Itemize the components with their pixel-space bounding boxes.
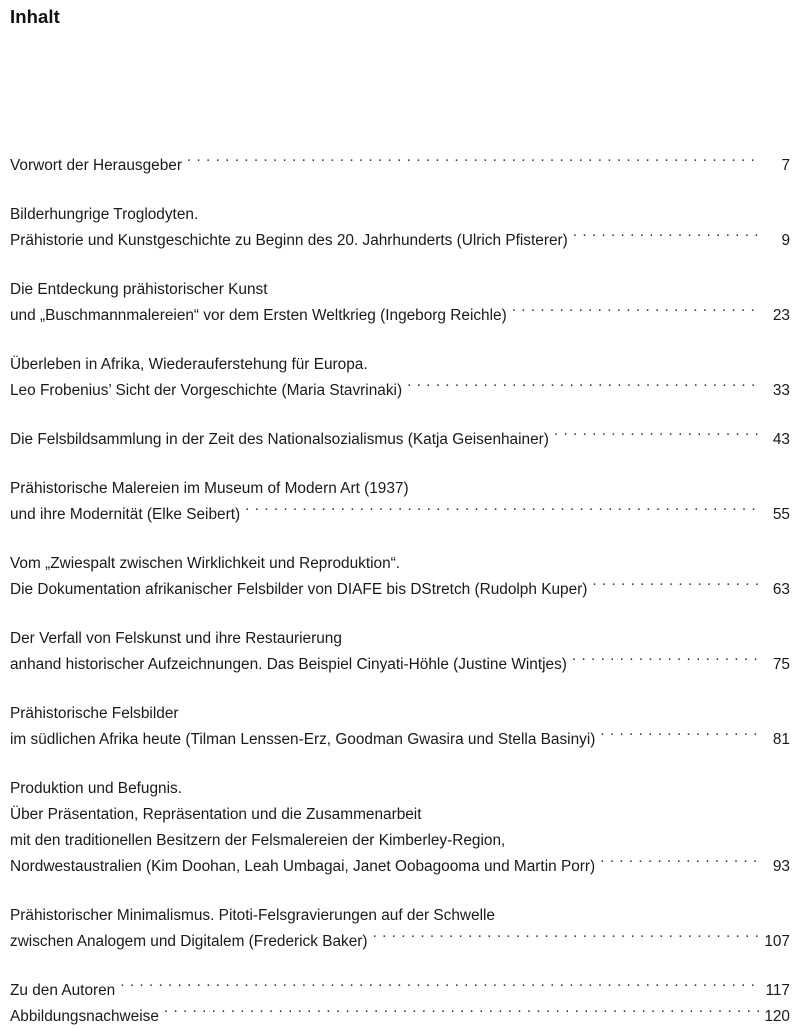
toc-entry[interactable] <box>10 277 790 329</box>
toc-entry-line <box>10 802 790 828</box>
toc-entry-line <box>10 626 790 652</box>
toc-entry-text: Prähistorie und Kunstgeschichte zu Beginn des 20. Jahrhunderts (Ulrich Pfisterer) <box>10 232 568 249</box>
dot-leader <box>572 654 761 669</box>
toc-entry[interactable] <box>10 626 790 678</box>
toc-entry-text: Prähistorische Malereien im Museum of Modern Art (1937) <box>10 480 409 497</box>
toc-entry[interactable] <box>10 352 790 404</box>
toc-entry-text: zwischen Analogem und Digitalem (Frederick Baker) <box>10 933 368 950</box>
dot-leader <box>187 155 761 170</box>
toc-page-number[interactable]: 23 <box>772 307 790 324</box>
toc-entry-last-line <box>10 727 790 753</box>
toc-entry-text: und „Buschmannmalereien“ vor dem Ersten Weltkrieg (Ingeborg Reichle) <box>10 307 507 324</box>
toc-page-number[interactable]: 33 <box>772 382 790 399</box>
toc-entry-line <box>10 701 790 727</box>
toc-page-number[interactable]: 117 <box>765 982 790 999</box>
dot-leader <box>245 504 761 519</box>
toc-page-number[interactable]: 63 <box>772 581 790 598</box>
toc-page-number[interactable]: 9 <box>781 232 790 249</box>
toc-entry-last-line <box>10 378 790 404</box>
toc-entry-line <box>10 277 790 303</box>
toc-entry-text: anhand historischer Aufzeichnungen. Das Beispiel Cinyati-Höhle (Justine Wintjes) <box>10 656 567 673</box>
toc-entry-last-line <box>10 303 790 329</box>
dot-leader <box>512 305 761 320</box>
toc-entry[interactable] <box>10 551 790 603</box>
toc-entry-text: Die Felsbildsammlung in der Zeit des Nationalsozialismus (Katja Geisenhainer) <box>10 431 549 448</box>
toc-entry[interactable] <box>10 776 790 880</box>
toc-entry-line <box>10 551 790 577</box>
dot-leader <box>600 729 761 744</box>
toc-entry-text: im südlichen Afrika heute (Tilman Lenssen-Erz, Goodman Gwasira und Stella Basinyi) <box>10 731 596 748</box>
toc-entry-last-line <box>10 577 790 603</box>
toc-entry-text: Überleben in Afrika, Wiederauferstehung für Europa. <box>10 356 368 373</box>
toc-entry-last-line <box>10 1004 790 1030</box>
toc-page-number[interactable]: 120 <box>764 1008 790 1025</box>
toc-entry-text: Die Dokumentation afrikanischer Felsbilder von DIAFE bis DStretch (Rudolph Kuper) <box>10 581 588 598</box>
toc-entry-text: Vorwort der Herausgeber <box>10 157 182 174</box>
dot-leader <box>554 429 761 444</box>
toc-entry-text: Leo Frobenius’ Sicht der Vorgeschichte (Maria Stavrinaki) <box>10 382 403 399</box>
toc-entry-last-line <box>10 228 790 254</box>
toc-entry-last-line <box>10 153 790 179</box>
page-title: Inhalt <box>10 6 60 27</box>
toc-page-number[interactable]: 7 <box>781 157 790 174</box>
toc-entry[interactable] <box>10 427 790 453</box>
dot-leader <box>573 230 761 245</box>
toc-entry-line <box>10 828 790 854</box>
dot-leader <box>120 980 761 995</box>
toc-entry[interactable] <box>10 476 790 528</box>
toc-entry-last-line <box>10 652 790 678</box>
toc-entry-text: Produktion und Befugnis. <box>10 780 182 797</box>
toc-entry-line <box>10 903 790 929</box>
toc-entry-text: Die Entdeckung prähistorischer Kunst <box>10 281 268 298</box>
table-of-contents-list <box>10 153 790 1030</box>
toc-page-number[interactable]: 81 <box>772 731 790 748</box>
toc-page-number[interactable]: 43 <box>772 431 790 448</box>
dot-leader <box>373 931 761 946</box>
toc-entry-text: Der Verfall von Felskunst und ihre Restaurierung <box>10 630 342 647</box>
toc-entry[interactable] <box>10 202 790 254</box>
toc-page-number[interactable]: 107 <box>764 933 790 950</box>
toc-page-number[interactable]: 55 <box>772 506 790 523</box>
dot-leader <box>600 856 761 871</box>
toc-entry[interactable] <box>10 153 790 179</box>
toc-entry-last-line <box>10 502 790 528</box>
toc-entry-text: Prähistorischer Minimalismus. Pitoti-Felsgravierungen auf der Schwelle <box>10 907 495 924</box>
toc-entry-last-line <box>10 854 790 880</box>
toc-entry-last-line <box>10 929 790 955</box>
toc-entry-line <box>10 352 790 378</box>
toc-entry-last-line <box>10 427 790 453</box>
toc-entry[interactable] <box>10 903 790 955</box>
toc-entry-text: Vom „Zwiespalt zwischen Wirklichkeit und Reproduktion“. <box>10 555 401 572</box>
toc-entry-text: Über Präsentation, Repräsentation und die Zusammenarbeit <box>10 806 422 823</box>
toc-entry-text: Zu den Autoren <box>10 982 116 999</box>
toc-entry-text: Abbildungsnachweise <box>10 1008 159 1025</box>
toc-entry[interactable] <box>10 701 790 753</box>
toc-entry-text: Nordwestaustralien (Kim Doohan, Leah Umbagai, Janet Oobagooma und Martin Porr) <box>10 858 596 875</box>
toc-entry-text: mit den traditionellen Besitzern der Felsmalereien der Kimberley-Region, <box>10 832 506 849</box>
toc-page-number[interactable]: 75 <box>772 656 790 673</box>
dot-leader <box>164 1006 761 1021</box>
toc-page-number[interactable]: 93 <box>772 858 790 875</box>
toc-entry-line <box>10 476 790 502</box>
dot-leader <box>592 579 761 594</box>
toc-entry-line <box>10 776 790 802</box>
toc-entry-text: Prähistorische Felsbilder <box>10 705 179 722</box>
toc-entry-text: Bilderhungrige Troglodyten. <box>10 206 199 223</box>
toc-entry[interactable] <box>10 1004 790 1030</box>
toc-entry-line <box>10 202 790 228</box>
toc-entry[interactable] <box>10 978 790 1004</box>
dot-leader <box>407 380 761 395</box>
toc-entry-last-line <box>10 978 790 1004</box>
toc-entry-text: und ihre Modernität (Elke Seibert) <box>10 506 241 523</box>
